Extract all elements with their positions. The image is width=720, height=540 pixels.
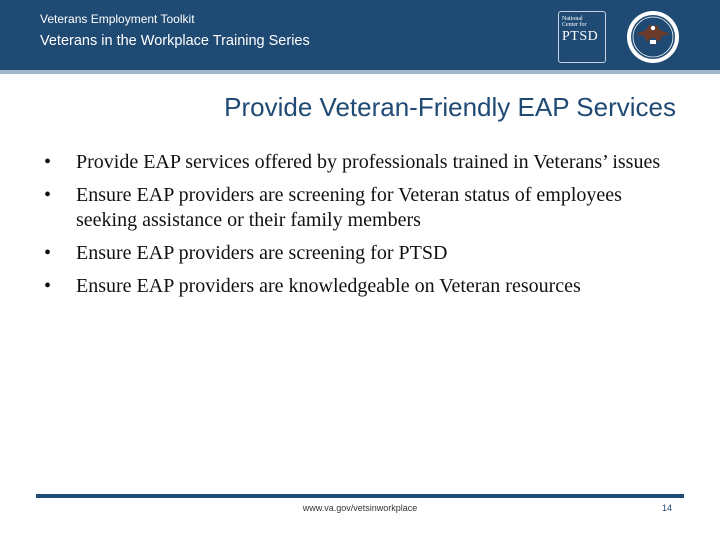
ptsd-logo bbox=[558, 11, 606, 63]
ptsd-logo-text: PTSD bbox=[562, 29, 599, 44]
bullet-text: Ensure EAP providers are screening for Veteran status of employees seeking assistance or their family members bbox=[76, 184, 622, 231]
slide-title: Provide Veteran-Friendly EAP Services bbox=[224, 92, 676, 122]
series-name: Veterans in the Workplace Training Series bbox=[40, 33, 310, 49]
bullet-text: Provide EAP services offered by professionals trained in Veterans’ issues bbox=[76, 151, 661, 173]
list-item bbox=[36, 274, 676, 299]
bullet-dot: • bbox=[44, 242, 52, 264]
bullet-dot: • bbox=[44, 184, 52, 206]
footer-rule bbox=[36, 494, 684, 498]
header-divider bbox=[0, 70, 720, 74]
bullet-dot: • bbox=[44, 275, 52, 297]
bullet-dot: • bbox=[44, 151, 52, 173]
list-item bbox=[36, 183, 676, 233]
ptsd-logo-line1: National bbox=[562, 16, 583, 22]
toolkit-name: Veterans Employment Toolkit bbox=[40, 12, 195, 26]
bullet-text: Ensure EAP providers are knowledgeable on Veteran resources bbox=[76, 275, 581, 297]
va-seal-icon bbox=[626, 10, 680, 64]
list-item bbox=[36, 241, 676, 266]
header-bar bbox=[0, 0, 720, 70]
bullet-list bbox=[36, 150, 676, 307]
bullet-text: Ensure EAP providers are screening for PTSD bbox=[76, 242, 448, 264]
page-number: 14 bbox=[661, 503, 672, 513]
footer-url: www.va.gov/vetsinworkplace bbox=[302, 503, 418, 513]
list-item bbox=[36, 150, 676, 175]
ptsd-logo-line2: Center for bbox=[562, 22, 587, 28]
